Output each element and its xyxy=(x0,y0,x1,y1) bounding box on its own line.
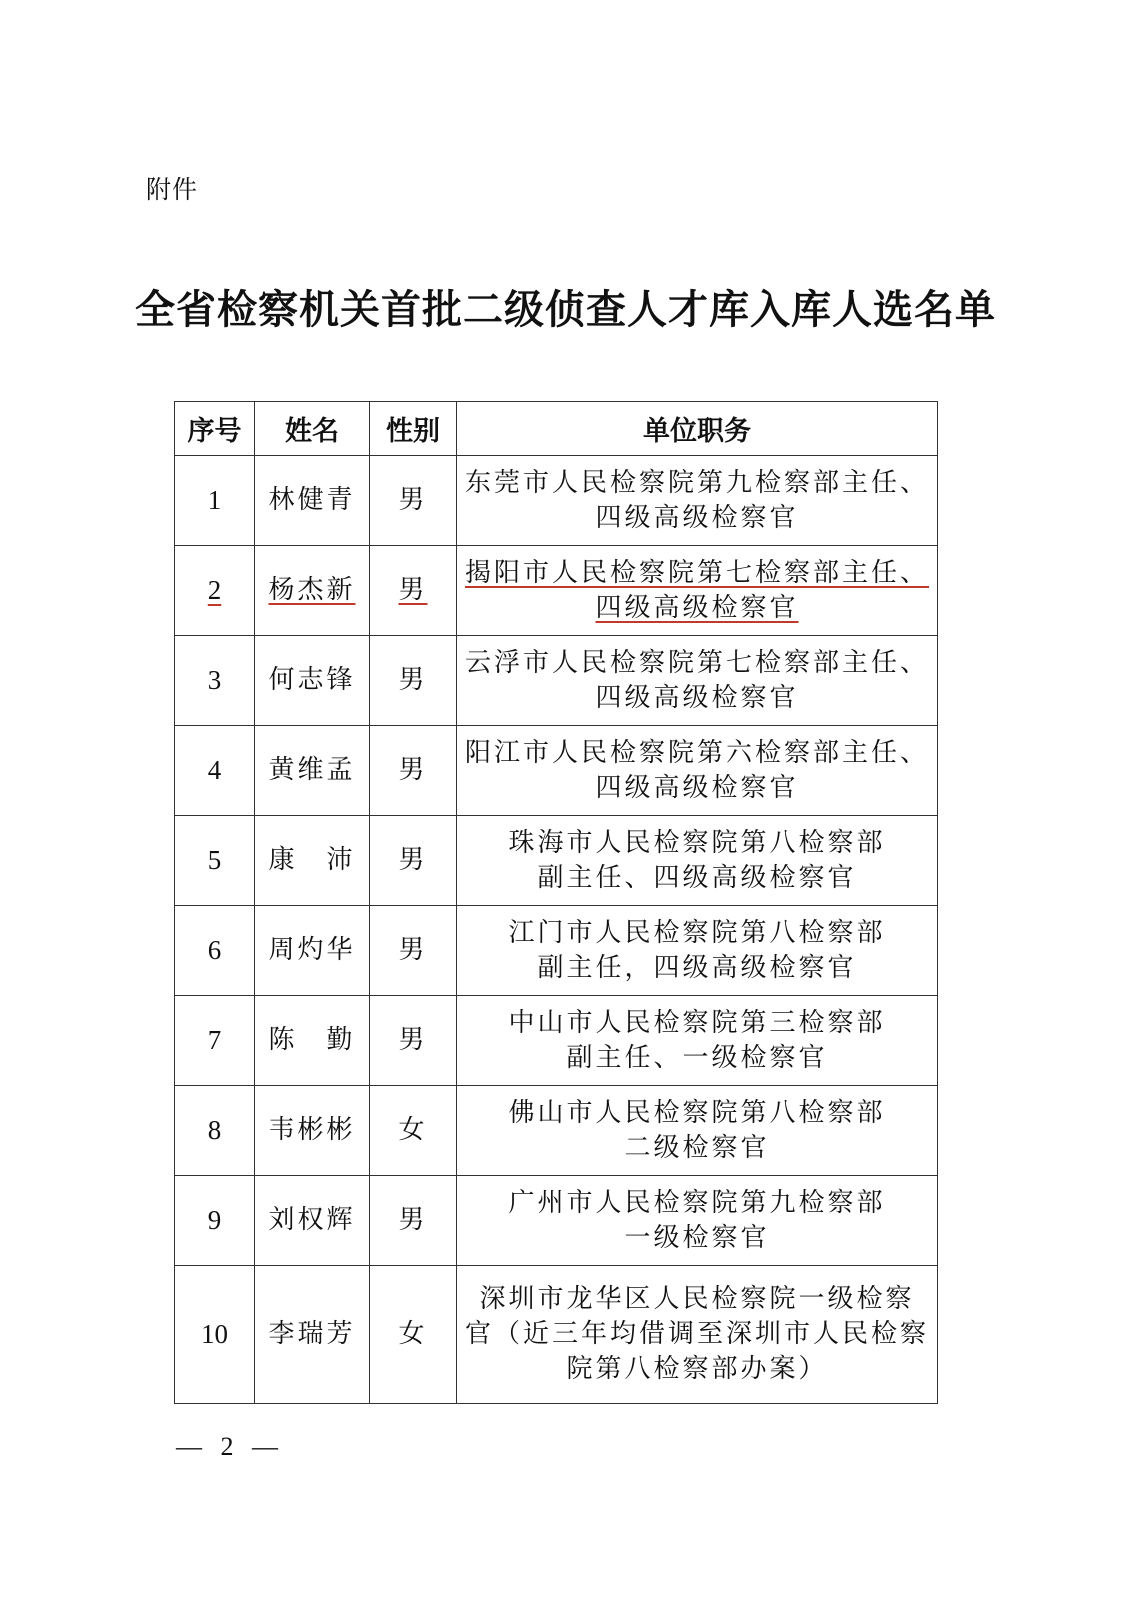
unit-line: 四级高级检察官 xyxy=(595,682,799,713)
row-name-text: 杨杰新 xyxy=(268,575,356,605)
unit-line: 深圳市龙华区人民检察院一级检察 xyxy=(479,1284,915,1314)
row-unit xyxy=(457,456,938,546)
row-no: 7 xyxy=(175,996,255,1086)
unit-line-text: 揭阳市人民检察院第七检察部主任、 xyxy=(465,557,930,588)
row-unit xyxy=(457,1086,938,1176)
row-unit xyxy=(457,636,938,726)
unit-line xyxy=(465,591,929,626)
unit-line: 佛山市人民检察院第八检察部 xyxy=(508,1097,886,1128)
candidate-table xyxy=(174,401,938,1404)
unit-line: 官（近三年均借调至深圳市人民检察 xyxy=(465,1319,930,1349)
table-row xyxy=(175,636,938,726)
unit-line: 副主任，四级高级检察官 xyxy=(537,952,857,983)
unit-line: 中山市人民检察院第三检察部 xyxy=(508,1007,886,1038)
unit-line: 云浮市人民检察院第七检察部主任、 xyxy=(465,647,930,678)
row-unit xyxy=(457,1266,938,1404)
unit-line: 阳江市人民检察院第六检察部主任、 xyxy=(465,737,930,768)
row-unit xyxy=(457,1176,938,1266)
row-gender-text: 男 xyxy=(398,575,428,605)
row-name: 刘权辉 xyxy=(255,1176,370,1266)
unit-line: 广州市人民检察院第九检察部 xyxy=(508,1187,886,1218)
row-name: 何志锋 xyxy=(255,636,370,726)
row-unit xyxy=(457,906,938,996)
unit-line: 东莞市人民检察院第九检察部主任、 xyxy=(465,467,930,498)
table-row xyxy=(175,726,938,816)
header-unit: 单位职务 xyxy=(457,402,938,456)
row-gender: 男 xyxy=(370,906,457,996)
row-no: 4 xyxy=(175,726,255,816)
table-row xyxy=(175,1176,938,1266)
row-name: 周灼华 xyxy=(255,906,370,996)
row-gender: 男 xyxy=(370,726,457,816)
row-no: 3 xyxy=(175,636,255,726)
table-row xyxy=(175,996,938,1086)
unit-line: 四级高级检察官 xyxy=(595,502,799,533)
row-gender: 男 xyxy=(370,1176,457,1266)
row-name: 李瑞芳 xyxy=(255,1266,370,1404)
row-gender: 男 xyxy=(370,816,457,906)
row-unit xyxy=(457,726,938,816)
table-row xyxy=(175,1266,938,1404)
header-gender: 性别 xyxy=(370,402,457,456)
row-unit xyxy=(457,546,938,636)
row-gender: 男 xyxy=(370,636,457,726)
unit-line: 一级检察官 xyxy=(624,1222,770,1253)
row-name: 黄维孟 xyxy=(255,726,370,816)
row-no: 6 xyxy=(175,906,255,996)
row-unit xyxy=(457,996,938,1086)
unit-line: 四级高级检察官 xyxy=(595,772,799,803)
table-header-row xyxy=(175,402,938,456)
row-gender: 女 xyxy=(370,1266,457,1404)
row-no: 10 xyxy=(175,1266,255,1404)
row-unit xyxy=(457,816,938,906)
table-row xyxy=(175,1086,938,1176)
row-gender xyxy=(370,546,457,636)
row-no: 9 xyxy=(175,1176,255,1266)
table-row xyxy=(175,816,938,906)
row-name: 康 沛 xyxy=(255,816,370,906)
row-name: 陈 勤 xyxy=(255,996,370,1086)
row-no: 8 xyxy=(175,1086,255,1176)
unit-line: 二级检察官 xyxy=(624,1132,770,1163)
attachment-label: 附件 xyxy=(146,175,199,204)
unit-line: 副主任、四级高级检察官 xyxy=(537,862,857,893)
unit-line: 江门市人民检察院第八检察部 xyxy=(508,917,886,948)
table-row xyxy=(175,456,938,546)
unit-line xyxy=(465,556,929,591)
row-no-text: 2 xyxy=(207,575,222,605)
row-name xyxy=(255,546,370,636)
row-no: 1 xyxy=(175,456,255,546)
row-gender: 女 xyxy=(370,1086,457,1176)
row-no: 5 xyxy=(175,816,255,906)
page-number: — 2 — xyxy=(176,1432,284,1461)
row-name: 韦彬彬 xyxy=(255,1086,370,1176)
page-title: 全省检察机关首批二级侦查人才库入库人选名单 xyxy=(135,286,996,333)
unit-line-text: 四级高级检察官 xyxy=(595,592,799,623)
table-row xyxy=(175,906,938,996)
unit-line: 副主任、一级检察官 xyxy=(566,1042,828,1073)
unit-line: 珠海市人民检察院第八检察部 xyxy=(508,827,886,858)
table-row-highlighted xyxy=(175,546,938,636)
row-name: 林健青 xyxy=(255,456,370,546)
header-name: 姓名 xyxy=(255,402,370,456)
row-gender: 男 xyxy=(370,996,457,1086)
row-gender: 男 xyxy=(370,456,457,546)
unit-line: 院第八检察部办案） xyxy=(566,1354,828,1384)
row-no xyxy=(175,546,255,636)
header-no: 序号 xyxy=(175,402,255,456)
